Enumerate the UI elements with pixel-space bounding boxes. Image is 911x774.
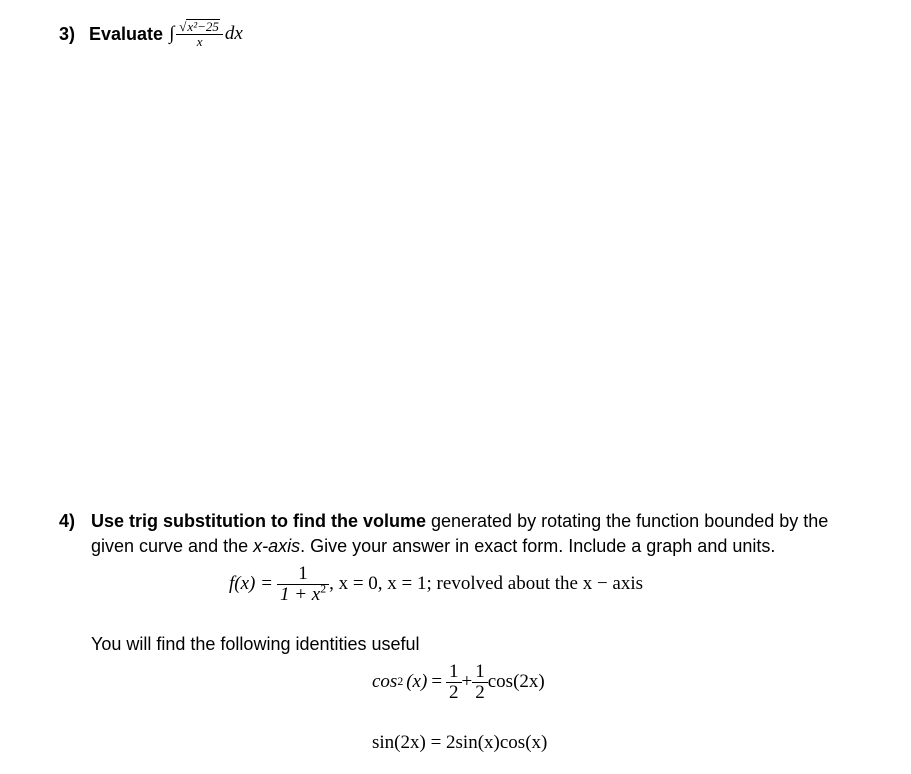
identities-intro: You will find the following identities useful — [91, 634, 420, 654]
identity-1-frac-1: $\frac{1}{2}$ — [446, 662, 462, 703]
function-definition — [229, 559, 643, 609]
identity-1-arg: (x) — [406, 671, 428, 692]
x-axis-term: x-axis — [253, 536, 301, 556]
problem-4-line-2-a: given curve and the — [91, 536, 254, 556]
function-denominator-exp: 2 — [320, 582, 327, 596]
function-bounds: , x = 0, x = 1; revolved about the x − axis — [329, 573, 644, 594]
problem-4-line-2-b: . Give your answer in exact form. Include a graph and units. — [300, 536, 776, 556]
identity-sin-double: sin(2x) = 2sin(x)cos(x) — [372, 732, 548, 753]
problem-4-number: 4) — [59, 511, 76, 531]
problem-3 — [59, 19, 243, 49]
identity-1-eq: = — [431, 671, 443, 692]
problem-3-radicand: x²−25 — [187, 19, 219, 35]
problem-4-text-part1: generated by rotating the function bounded by the — [426, 511, 829, 531]
function-denominator-base: 1 + x — [279, 583, 321, 605]
problem-4-line-1 — [91, 511, 828, 532]
problem-3-differential: dx — [224, 23, 243, 44]
function-fraction — [277, 564, 329, 605]
identity-1-fn: cos — [372, 671, 398, 692]
problem-4-line-2 — [91, 536, 775, 557]
identity-1-frac-2: $\frac{1}{2}$ — [472, 662, 488, 703]
identity-1-plus: + — [461, 671, 473, 692]
problem-3-number: 3) — [59, 23, 76, 44]
problem-3-denominator: x — [196, 34, 203, 49]
identity-cos-squared: cos 2 (x) = $\frac{1}{2}$ + $\frac{1}{2}$ cos(2x) — [372, 660, 545, 703]
integral-sign: ∫ — [169, 23, 175, 44]
problem-4-bold-text: Use trig substitution to find the volume — [91, 511, 426, 531]
identity-1-tail: cos(2x) — [487, 671, 545, 692]
problem-3-fraction: $\frac{\text{√x²−25}}{x}$ — [176, 19, 223, 48]
function-numerator: 1 — [298, 562, 308, 584]
problem-3-label: Evaluate — [89, 23, 164, 44]
function-lhs: f(x) = — [229, 573, 273, 594]
